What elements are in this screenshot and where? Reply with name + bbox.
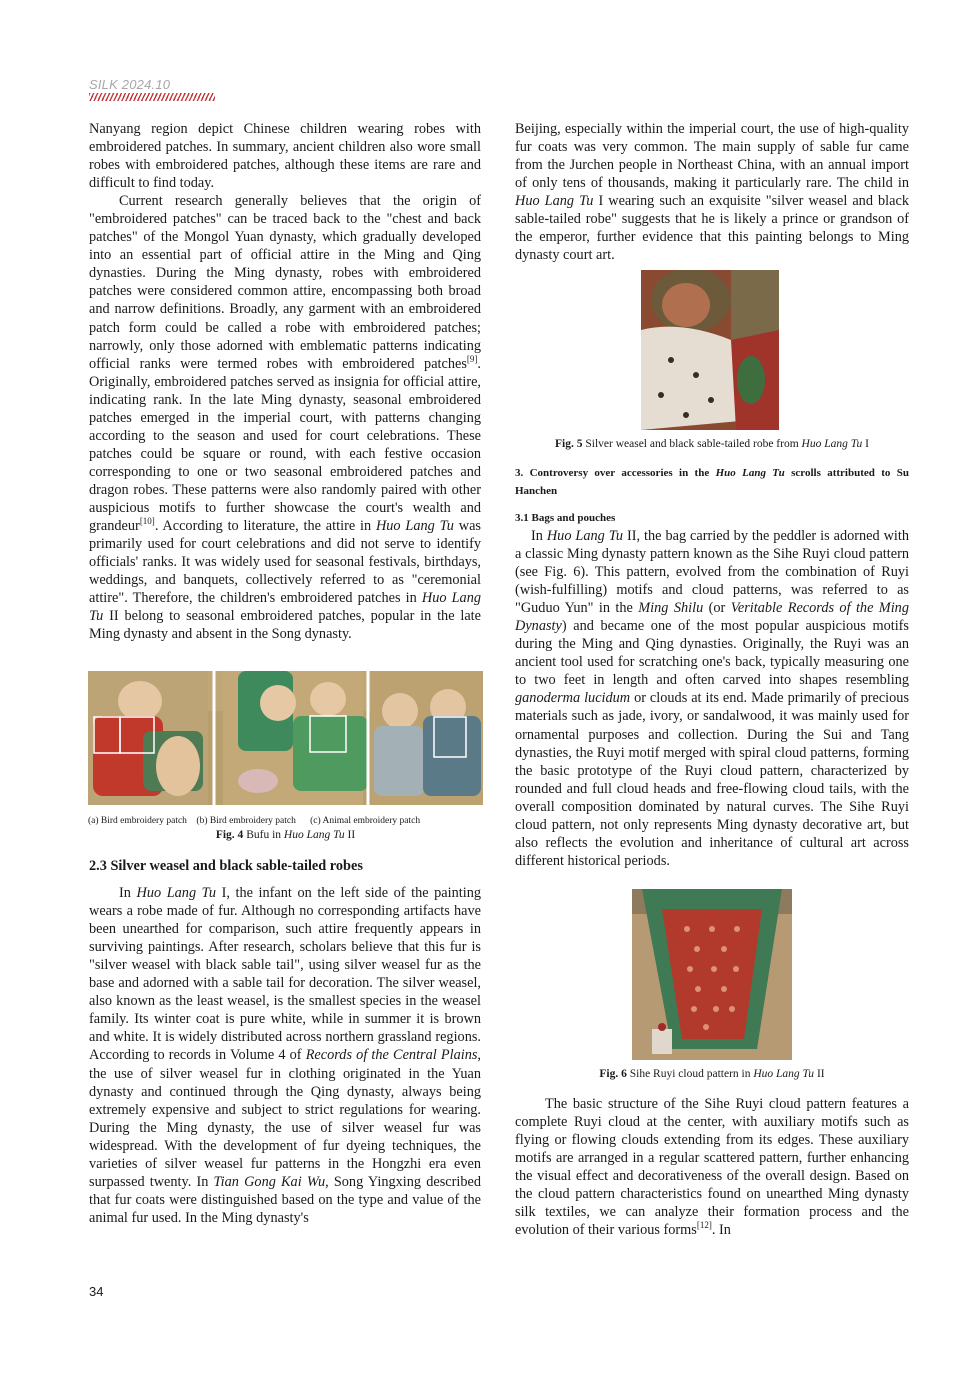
paragraph: Current research generally believes that the origin of "embroidered patches" can be traced back to the "chest and back patches" of the Mongol Yuan dynasty, which gradually developed into an essential part of official attire in the Ming and Qing dynasties. During the Ming dynasty, robes with embroidered patches were considered common attire, encompassing both broad and narrow definitions. Broadly, any garment with an embroidered patch form could be called a robe with embroidered patches; narrowly, only those adorned with emblematic patterns indicating official ranks were termed robes with embroidered patches[9]. Originally, embroidered patches served as insignia for official attire, indicating rank. In the late Ming dynasty, seasonal embroidered patches emerged in the imperial court, with patterns changing according to the season and used for court celebrations. These patches could be square or round, with each festive occasion corresponding to one or two seasonal embroidered patches and dragon robes. These patterns were also randomly paired with other auspicious motifs to further showcase the court's wealth and grandeur[10]. According to literature, the attire in Huo Lang Tu was primarily used for court celebrations and did not serve to identify officials' ranks. It was widely used for seasonal festivals, birthdays, weddings, and banquets, collectively referred to as "ceremonial attire". Therefore, the children's embroidered patches in Huo Lang Tu II belong to seasonal embroidered patches, popular in the late Ming dynasty and absent in the Song dynasty. [89,193,481,643]
left-column-top [89,120,481,643]
right-column-bottom [515,1095,909,1239]
right-column-middle [515,464,909,870]
paragraph: In Huo Lang Tu I, the infant on the left side of the painting wears a robe made of fur. Although no corresponding artifacts have been unearthed for comparison, such attire frequently appears in surviving paintings. After research, scholars believe that this fur is "silver weasel with black sable tail", using silver weasel fur as the base and adorned with a sable tail for decoration. The silver weasel, also known as the least weasel, is the smallest species in the weasel family. Its winter coat is pure white, while in summer it is brown and white. It is widely distributed across northern grassland regions. According to records in Volume 4 of Records of the Central Plains, the use of silver weasel fur in clothing originated in the Yuan dynasty and continued through the Qing dynasty, always being extremely expensive and subject to strict regulations for wearing. During the Ming dynasty, the use of silver weasel fur was widespread. With the development of fur dyeing techniques, the varieties of silver weasel fur patterns in the Hongzhi era even surpassed twenty. In Tian Gong Kai Wu, Song Yingxing described that fur coats were distinguished based on the type and value of the animal fur used. In the Ming dynasty's [89,885,482,1226]
header-hatch-rule [89,93,215,101]
figure-4-subcaptions [88,816,483,826]
section-heading-3: 3. Controversy over accessories in the Huo Lang Tu scrolls attributed to Su Hanchen [515,467,909,497]
journal-header: SILK 2024.10 [89,77,171,92]
paragraph: In Huo Lang Tu II, the bag carried by the peddler is adorned with a classic Ming dynasty pattern known as the Sihe Ruyi cloud pattern (see Fig. 6). This pattern, evolved from the combination of Ruyi (wish-fulfilling) motifs and cloud patterns, was referred to as "Guduo Yun" in the Ming Shilu (or Veritable Records of the Ming Dynasty) and became one of the most popular auspicious motifs during the Ming and Qing dynasties. Originally, the Ruyi was an ancient tool used for scratching one's back, typically measuring one to two feet in length and often carved into shapes resembling ganoderma lucidum or clouds at its end. Made primarily of precious materials such as jade, ivory, or sandalwood, it was mainly used for ornamental purposes and collection. During the Sui and Tang dynasties, the Ruyi motif merged with spiral cloud patterns, forming the basic prototype of the Ruyi cloud pattern, characterized by rounded and full cloud heads and free-flowing cloud tails, with the overall composition dominated by natural curves. The Sihe Ruyi cloud pattern, not only represents Ming dynasty decorative art, but also reflects the evolution and inheritance of cultural art across different historical periods. [515,528,910,869]
section-heading-3-1: 3.1 Bags and pouches [515,512,616,524]
citation[interactable]: [12] [696,1220,712,1231]
section-heading-2-3: 2.3 Silver weasel and black sable-tailed robes [89,858,363,874]
figure-4-image [88,671,483,805]
subcaption-c: (c) Animal embroidery patch [310,816,421,826]
figure-5-image [641,270,779,430]
subcaption-b: (b) Bird embroidery patch [196,816,296,826]
figure-5-caption: Fig. 5 Silver weasel and black sable-tailed robe from Huo Lang Tu I [555,438,869,450]
citation[interactable]: [10] [139,516,155,527]
left-column-bottom [89,857,481,1227]
citation[interactable]: [9] [466,353,478,364]
paragraph: Beijing, especially within the imperial court, the use of high-quality fur coats was very common. The main supply of sable fur came from the Jurchen people in Northeast China, with an annual import of only tens of thousands, making it particularly rare. The child in Huo Lang Tu I wearing such an exquisite "silver weasel and black sable-tailed robe" suggests that he is likely a prince or grandson of the emperor, further evidence that this painting belongs to Ming dynasty court art. [515,121,909,264]
paragraph: The basic structure of the Sihe Ruyi cloud pattern features a complete Ruyi cloud at the center, with auxiliary motifs such as flying or flowing clouds extending from its edges. These auxiliary motifs are arranged in a regular scattered pattern, further enhancing the visual effect and decorativeness of the overall design. Based on the cloud pattern characteristics found on unearthed Ming dynasty silk textiles, we can analyze their formation process and the evolution of their various forms[12]. In [515,1096,909,1239]
paragraph: Nanyang region depict Chinese children wearing robes with embroidered patches. In summary, ancient children also wore small robes with embroidered patches, although these items are rare and difficult to find today. [89,121,481,192]
figure-4-caption: Fig. 4 Bufu in Huo Lang Tu II [215,829,356,841]
figure-6-caption: Fig. 6 Sihe Ruyi cloud pattern in Huo Lang Tu II [599,1068,825,1080]
subcaption-a: (a) Bird embroidery patch [88,816,187,826]
figure-6-image [632,889,792,1060]
right-column-top [515,120,909,264]
page-number: 34 [89,1284,104,1299]
